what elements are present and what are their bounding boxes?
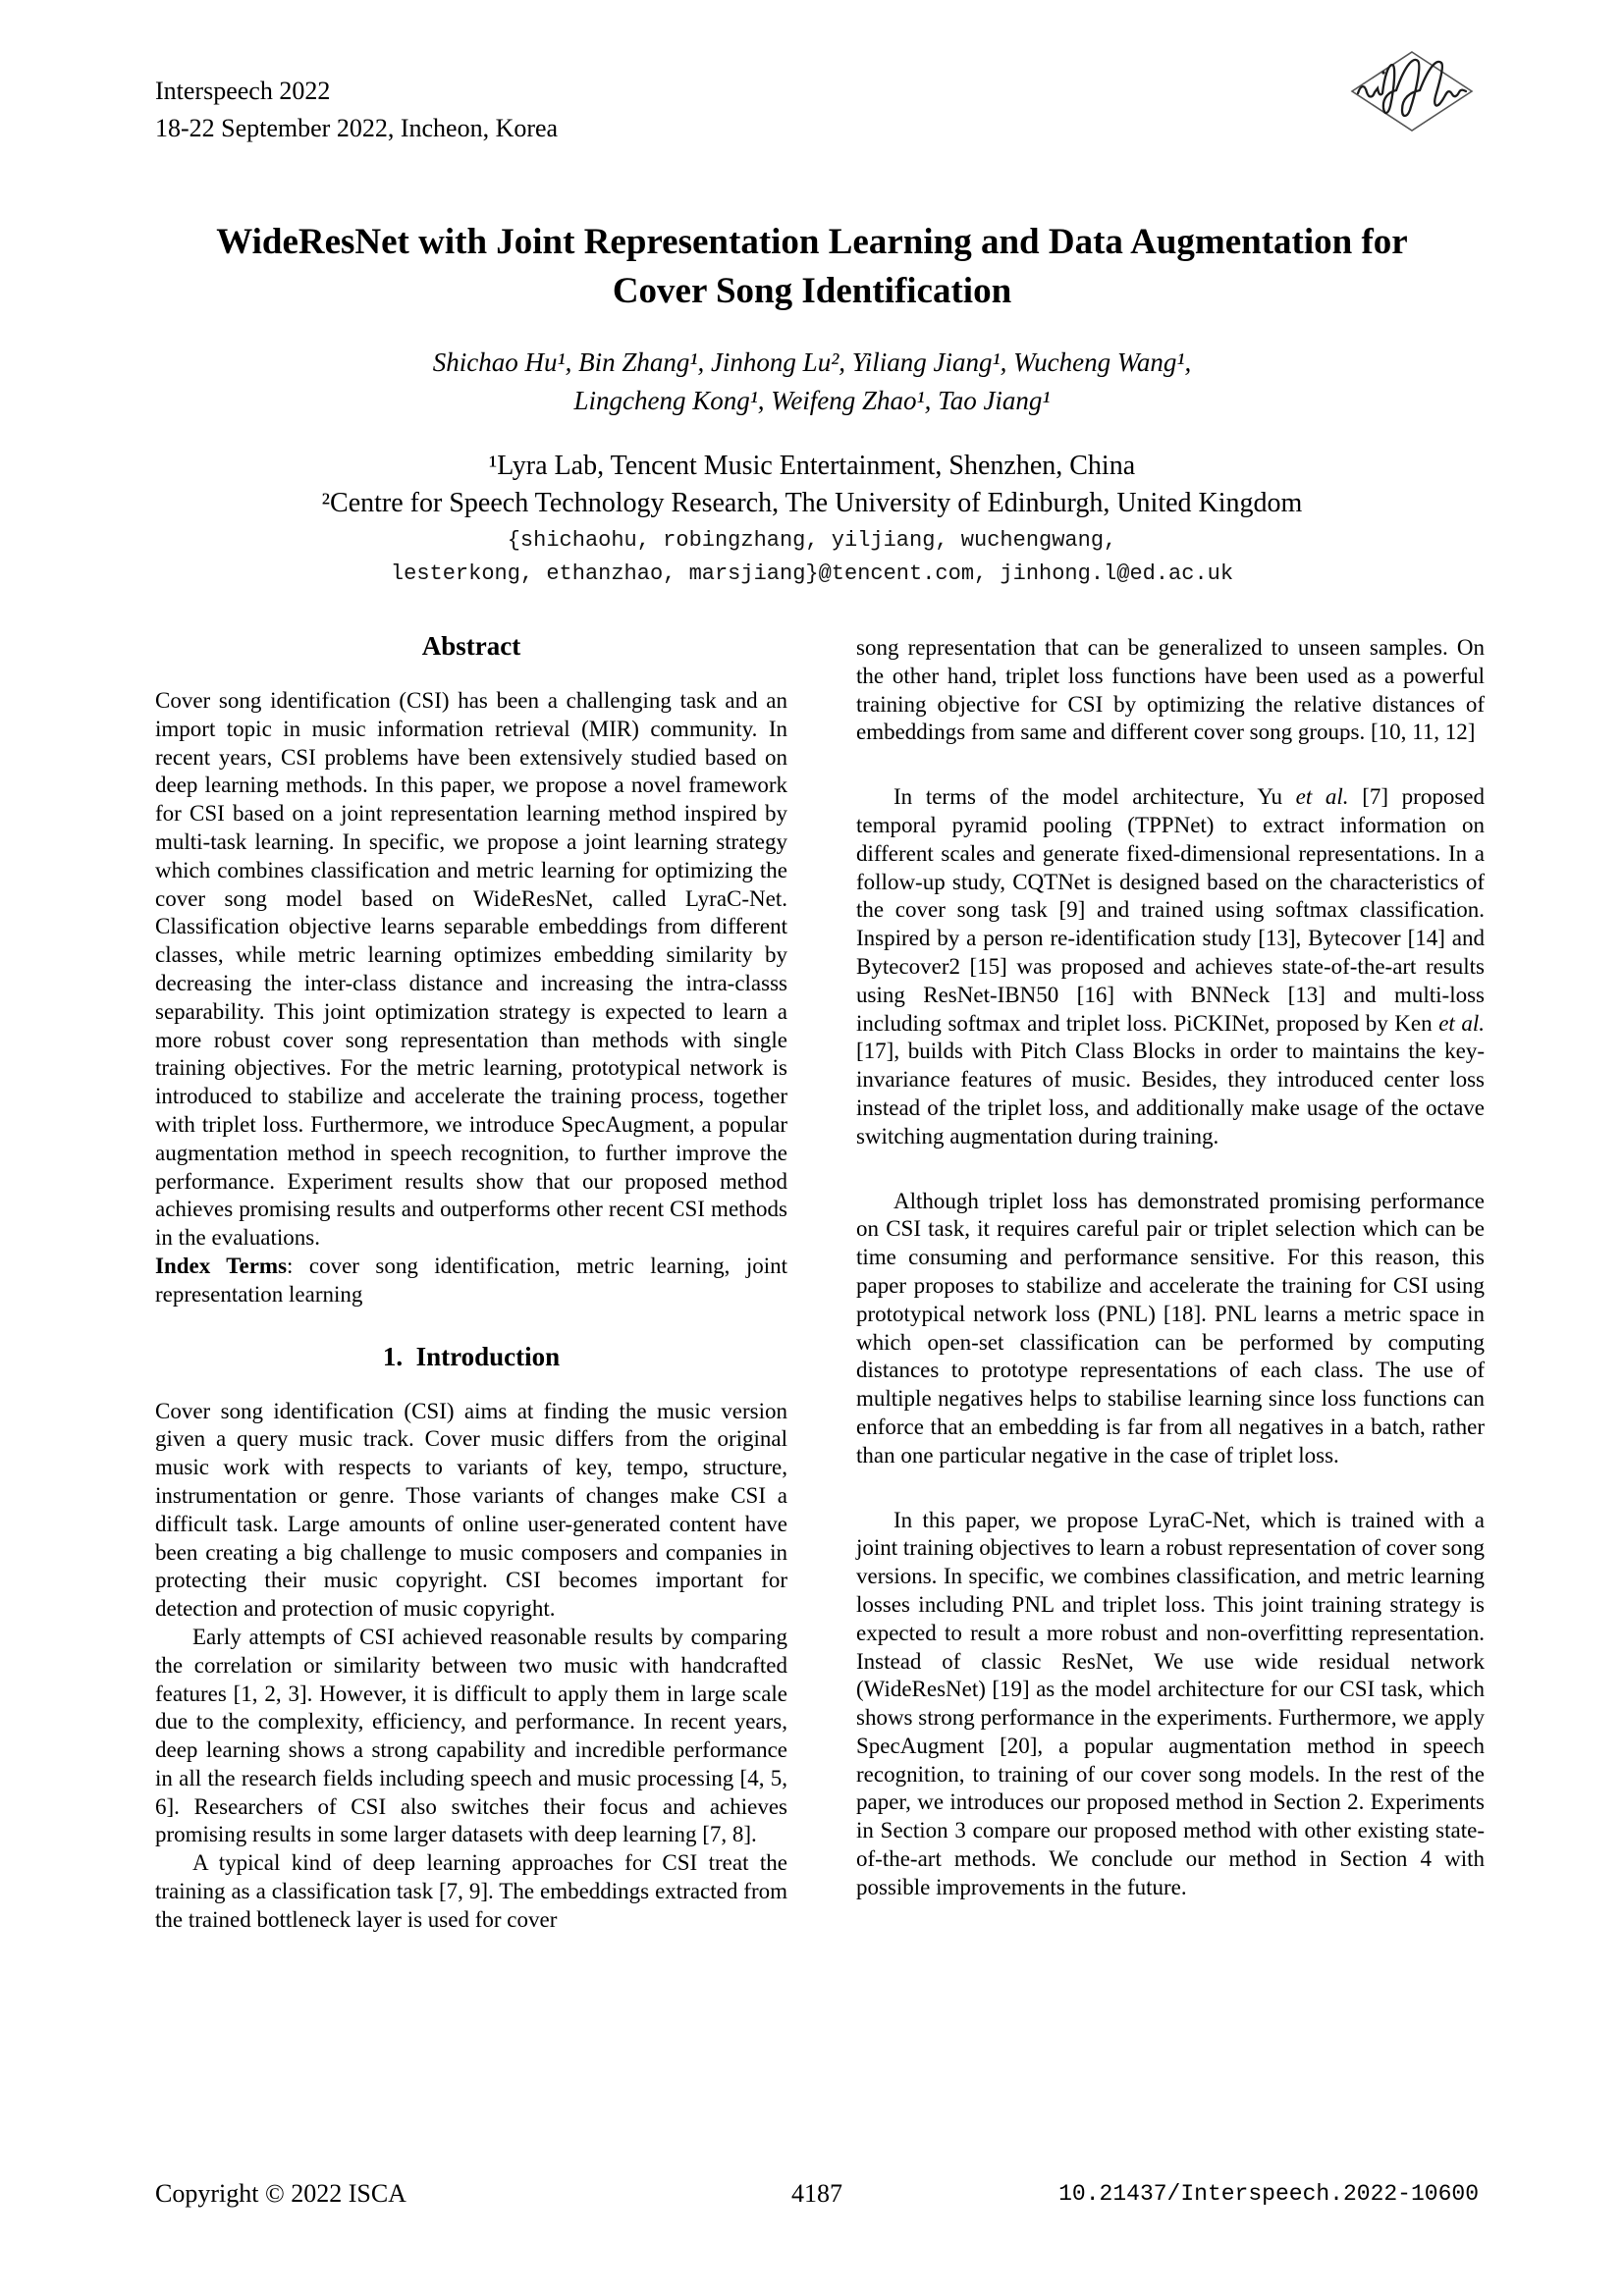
isca-logo [1349,49,1475,133]
right-paragraph-2: In terms of the model architecture, Yu et al. [7] proposed temporal pyramid pooling (TPPNet) to extract information on different scales and generate fixed-dimensional representations. In a follow-up study, CQTNet is designed based on the characteristics of the cover song task [9] and trained using softmax classification. Inspired by a person re-identification study [13], Bytecover [14] and Bytecover2 [15] was proposed and achieves state-of-the-art results using ResNet-IBN50 [16] with BNNeck [13] and multi-loss including softmax and triplet loss. PiCKINet, proposed by Ken et al. [17], builds with Pitch Class Blocks in order to maintains the key-invariance features of music. Besides, they introduced center loss instead of the triplet loss, and additionally make usage of the octave switching augmentation during training. [856,784,1485,1148]
right-paragraph-1: song representation that can be generalized to unseen samples. On the other hand, triplet loss functions have been used as a powerful training objective for CSI by optimizing the relative distances of embeddings from same and different cover song groups. [10, 11, 12] [856,635,1485,745]
footer-page-number: 4187 [791,2179,842,2208]
author-line-2: Lingcheng Kong¹, Weifeng Zhao¹, Tao Jiang¹ [573,386,1051,415]
affiliations [0,448,1624,522]
paper-title-line-2: Cover Song Identification [612,271,1012,311]
email-line-1: {shichaohu, robingzhang, yiljiang, wuchengwang, [507,528,1117,553]
conference-name: Interspeech 2022 [155,77,331,105]
right-paragraph-3: Although triplet loss has demonstrated promising performance on CSI task, it requires careful pair or triplet selection which can be time consuming and performance sensitive. For this reason, this paper proposes to stabilize and accelerate the training for CSI using prototypical network loss (PNL) [18]. PNL learns a metric space in which open-set classification can be performed by computing distances to prototype representations of each class. The use of multiple negatives helps to stabilise learning since loss functions can enforce that an embedding is far from all negatives in a batch, rather than one particular negative in the case of triplet loss. [856,1188,1485,1468]
email-line-2: lesterkong, ethanzhao, marsjiang}@tencent.com, jinhong.l@ed.ac.uk [390,561,1234,586]
index-terms: Index Terms: cover song identification, metric learning, joint representation learning [155,1253,787,1307]
intro-paragraph-2: Early attempts of CSI achieved reasonable results by comparing the correlation or similarity between two music with handcrafted features [1, 2, 3]. However, it is difficult to apply them in large scale due to the complexity, efficiency, and performance. In recent years, deep learning shows a strong capability and incredible performance in all the research fields including speech and music processing [4, 5, 6]. Researchers of CSI also switches their focus and achieves promising results in some larger datasets with deep learning [7, 8]. [155,1624,787,1847]
abstract-heading: Abstract [421,631,521,661]
author-emails [0,524,1624,591]
introduction-heading: 1. Introduction [382,1341,561,1371]
paper-title-line-1: WideResNet with Joint Representation Learning and Data Augmentation for [216,222,1408,262]
page-footer [155,2179,1479,2218]
right-column [856,634,1485,1902]
abstract-text: Cover song identification (CSI) has been a challenging task and an import topic in music information retrieval (MIR) community. In recent years, CSI problems have been extensively studied based on deep learning methods. In this paper, we propose a novel framework for CSI based on a joint representation learning method inspired by multi-task learning. In specific, we propose a joint learning strategy which combines classification and metric learning for optimizing the cover song model based on WideResNet, called LyraC-Net. Classification objective learns separable embeddings from different classes, while metric learning optimizes embedding similarity by decreasing the inter-class distance and increasing the intra-classs separability. This joint optimization strategy is expected to learn a more robust cover song representation than methods with single training objectives. For the metric learning, prototypical network is introduced to stabilize and accelerate the training process, together with triplet loss. Furthermore, we introduce SpecAugment, a popular augmentation method in speech recognition, to further improve the performance. Experiment results show that our proposed method achieves promising results and outperforms other recent CSI methods in the evaluations. [155,688,787,1251]
intro-paragraph-1: Cover song identification (CSI) aims at finding the music version given a query music track. Cover music differs from the original music work with respects to variants of key, tempo, structure, instrumentation or genre. Those variants of changes make CSI a difficult task. Large amounts of online user-generated content have been creating a big challenge to music composers and companies in protecting their music copyright. CSI becomes important for detection and protection of music copyright. [155,1398,787,1622]
author-list [0,344,1624,420]
footer-copyright: Copyright © 2022 ISCA [155,2179,406,2208]
right-paragraph-4: In this paper, we propose LyraC-Net, which is trained with a joint training objectives to learn a robust representation of cover song versions. In specific, we combines classification, and metric learning losses including PNL and triplet loss. This joint training strategy is expected to result a more robust and non-overfitting representation. Instead of classic ResNet, We use wide residual network (WideResNet) [19] as the model architecture for our CSI task, which shows strong performance in the experiments. Furthermore, we apply SpecAugment [20], a popular augmentation method in speech recognition, to training of our cover song models. In the rest of the paper, we introduces our proposed method in Section 2. Experiments in Section 3 compare our proposed method with other existing state-of-the-art methods. We conclude our method in Section 4 with possible improvements in the future. [856,1507,1485,1899]
footer-doi: 10.21437/Interspeech.2022-10600 [1058,2181,1479,2207]
conference-header [155,73,558,147]
paper-title [0,218,1624,316]
intro-paragraph-3: A typical kind of deep learning approaches for CSI treat the training as a classification task [7, 9]. The embeddings extracted from the trained bottleneck layer is used for cover [155,1850,787,1932]
author-line-1: Shichao Hu¹, Bin Zhang¹, Jinhong Lu², Yiliang Jiang¹, Wucheng Wang¹, [432,347,1192,377]
affiliation-line-1: ¹Lyra Lab, Tencent Music Entertainment, Shenzhen, China [488,451,1136,481]
conference-dates-location: 18-22 September 2022, Incheon, Korea [155,114,559,142]
left-column [155,628,787,1935]
affiliation-line-2: ²Centre for Speech Technology Research, The University of Edinburgh, United Kingdom [321,488,1303,518]
